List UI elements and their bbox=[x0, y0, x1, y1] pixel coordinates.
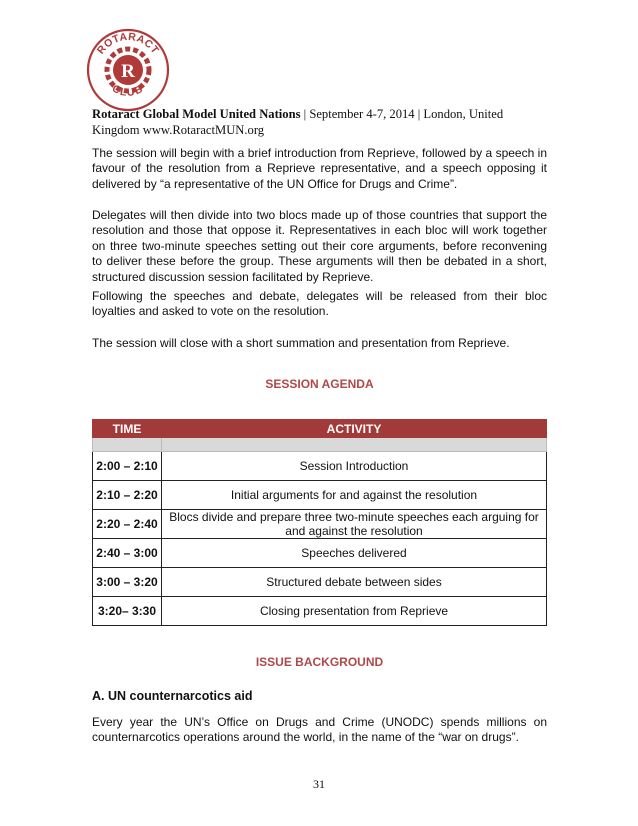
logo-bottom-text: CLUB bbox=[110, 82, 146, 100]
agenda-activity: Closing presentation from Reprieve bbox=[162, 597, 547, 626]
table-row bbox=[93, 510, 547, 539]
agenda-activity: Speeches delivered bbox=[162, 539, 547, 568]
agenda-time: 2:10 – 2:20 bbox=[93, 481, 162, 510]
paragraph-blocs: Delegates will then divide into two blocs made up of those countries that support the resolution and those that oppose it. Representatives in each bloc will work together on three two-minute speeches setting out their core arguments, before reconvening to deliver these before the group. These arguments will then be debated in a short, structured discussion session facilitated by Reprieve. bbox=[92, 208, 547, 284]
paragraph-introduction: The session will begin with a brief introduction from Reprieve, followed by a speech in favour of the resolution from a Reprieve representative, and a speech opposing it delivered by “a representative of the UN Office for Drugs and Crime”. bbox=[92, 146, 547, 191]
table-row bbox=[93, 597, 547, 626]
table-row bbox=[93, 481, 547, 510]
agenda-activity: Initial arguments for and against the resolution bbox=[162, 481, 547, 510]
rotaract-club-logo bbox=[86, 28, 170, 112]
agenda-time: 2:40 – 3:00 bbox=[93, 539, 162, 568]
agenda-time: 2:00 – 2:10 bbox=[93, 452, 162, 481]
agenda-activity: Session Introduction bbox=[162, 452, 547, 481]
agenda-activity: Structured debate between sides bbox=[162, 568, 547, 597]
table-row bbox=[93, 568, 547, 597]
table-row bbox=[93, 539, 547, 568]
paragraph-unodc: Every year the UN’s Office on Drugs and Crime (UNODC) spends millions on counternarcotics operations around the world, in the name of the “war on drugs”. bbox=[92, 715, 547, 745]
svg-text:ROTARACT bbox=[95, 31, 161, 57]
svg-text:CLUB bbox=[110, 83, 146, 100]
agenda-header-row bbox=[93, 420, 547, 438]
agenda-table bbox=[92, 419, 547, 626]
agenda-time: 2:20 – 2:40 bbox=[93, 510, 162, 539]
issue-background-title: ISSUE BACKGROUND bbox=[255, 655, 384, 669]
header-conference-name: Rotaract Global Model United Nations bbox=[92, 107, 301, 121]
logo-top-text: ROTARACT bbox=[94, 30, 162, 57]
agenda-title: SESSION AGENDA bbox=[265, 377, 374, 391]
document-header bbox=[92, 106, 552, 138]
agenda-time: 3:00 – 3:20 bbox=[93, 568, 162, 597]
agenda-activity: Blocs divide and prepare three two-minute speeches each arguing for and against the resolution bbox=[162, 510, 547, 539]
column-header-time: TIME bbox=[93, 420, 162, 438]
column-header-activity: ACTIVITY bbox=[162, 420, 547, 438]
agenda-spacer-row bbox=[93, 438, 547, 452]
paragraph-close: The session will close with a short summation and presentation from Reprieve. bbox=[92, 336, 510, 350]
agenda-time: 3:20– 3:30 bbox=[93, 597, 162, 626]
header-details: | September 4-7, 2014 | London, United Kingdom www.RotaractMUN.org bbox=[92, 107, 504, 137]
table-row bbox=[93, 452, 547, 481]
logo-center-letter: R bbox=[121, 61, 135, 82]
page-number: 31 bbox=[313, 777, 325, 791]
issue-subheading: A. UN counternarcotics aid bbox=[92, 689, 253, 703]
paragraph-vote: Following the speeches and debate, delegates will be released from their bloc loyalties and asked to vote on the resolution. bbox=[92, 289, 547, 319]
